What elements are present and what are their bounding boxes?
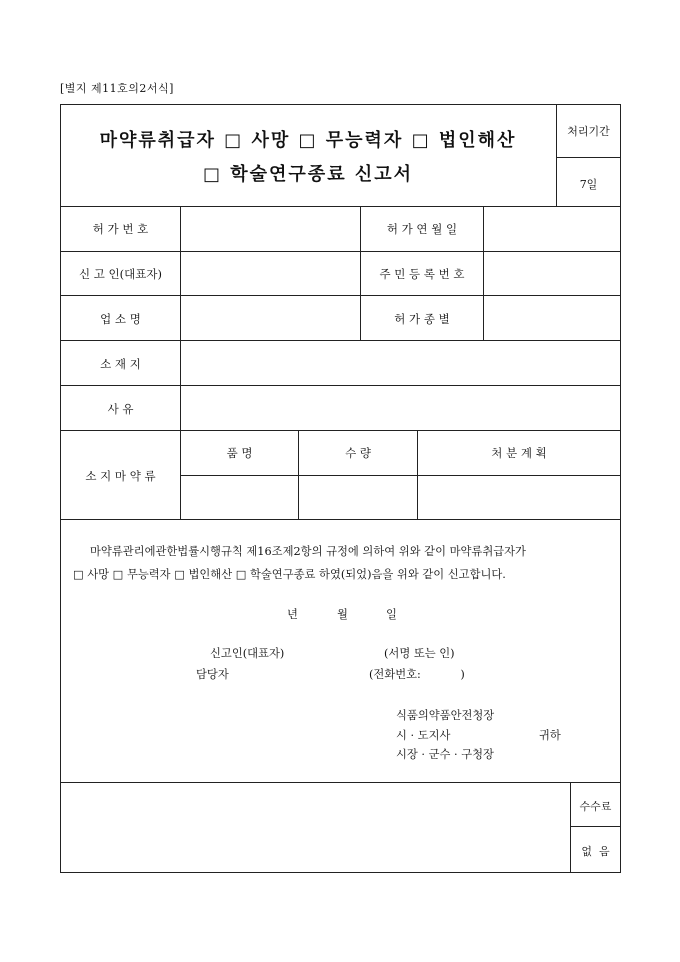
processing-divider <box>556 157 621 158</box>
permit-date-field[interactable] <box>484 207 620 251</box>
form-title-line1: 마약류취급자 □ 사망 □ 무능력자 □ 법인해산 <box>99 130 517 151</box>
recipient-governor: 시 · 도지사 <box>396 729 451 742</box>
outer-border-bottom <box>60 872 621 873</box>
narcotics-label: 소 지 마 약 류 <box>85 469 156 483</box>
location-field[interactable] <box>181 341 620 385</box>
reporter-label: 신 고 인(대표자) <box>79 267 162 281</box>
disposal-plan-header: 처 분 계 획 <box>491 446 547 460</box>
outer-border-top <box>60 104 621 105</box>
item-name-header: 품 명 <box>226 446 253 460</box>
declaration-line2: □ 사망 □ 무능력자 □ 법인해산 □ 학술연구종료 하였(되었)음을 위와 같이 신고합니다. <box>73 568 506 581</box>
date-year: 년 <box>287 608 298 621</box>
signature-label: (서명 또는 인) <box>384 647 455 660</box>
reason-field[interactable] <box>181 386 620 430</box>
reporter-field[interactable] <box>181 252 360 295</box>
business-name-label: 업 소 명 <box>100 312 141 326</box>
permit-number-field[interactable] <box>181 207 360 251</box>
reason-label: 사 유 <box>107 402 134 416</box>
location-label: 소 재 지 <box>100 357 141 371</box>
fee-label: 수수료 <box>579 800 612 813</box>
resident-number-field[interactable] <box>484 252 620 295</box>
disposal-plan-field[interactable] <box>418 476 620 519</box>
row-line <box>60 430 621 431</box>
recipient-suffix: 귀하 <box>539 729 561 742</box>
fee-line <box>570 826 621 827</box>
processing-period-value: 7일 <box>579 178 598 191</box>
permit-number-label: 허 가 번 호 <box>92 222 149 236</box>
fee-value: 없 음 <box>581 845 610 858</box>
item-name-field[interactable] <box>181 476 298 519</box>
row-line <box>60 519 621 520</box>
quantity-field[interactable] <box>299 476 417 519</box>
person-in-charge-label: 담당자 <box>196 668 229 681</box>
outer-border-right <box>620 104 621 873</box>
business-name-field[interactable] <box>181 296 360 340</box>
processing-period-label: 처리기간 <box>567 125 610 138</box>
outer-border-left <box>60 104 61 873</box>
permit-type-field[interactable] <box>484 296 620 340</box>
form-number-label: [별지 제11호의2서식] <box>60 82 174 95</box>
permit-type-label: 허 가 종 별 <box>394 312 450 326</box>
form-title-line2: □ 학술연구종료 신고서 <box>202 164 414 185</box>
declaration-line1: 마약류관리에관한법률시행규칙 제16조제2항의 규정에 의하여 위와 같이 마약류취급자가 <box>90 545 526 558</box>
bottom-empty-area <box>61 783 570 872</box>
recipient-mayor: 시장 · 군수 · 구청장 <box>396 748 494 761</box>
reporter-sign-label: 신고인(대표자) <box>210 647 285 660</box>
date-day: 일 <box>386 608 397 621</box>
quantity-header: 수 량 <box>345 446 371 460</box>
resident-number-label: 주 민 등 록 번 호 <box>379 267 465 281</box>
date-month: 월 <box>337 608 348 621</box>
phone-label: (전화번호: ) <box>369 668 465 681</box>
permit-date-label: 허 가 연 월 일 <box>386 222 458 236</box>
fee-divider <box>570 782 571 873</box>
recipient-kfda: 식품의약품안전청장 <box>396 709 495 722</box>
